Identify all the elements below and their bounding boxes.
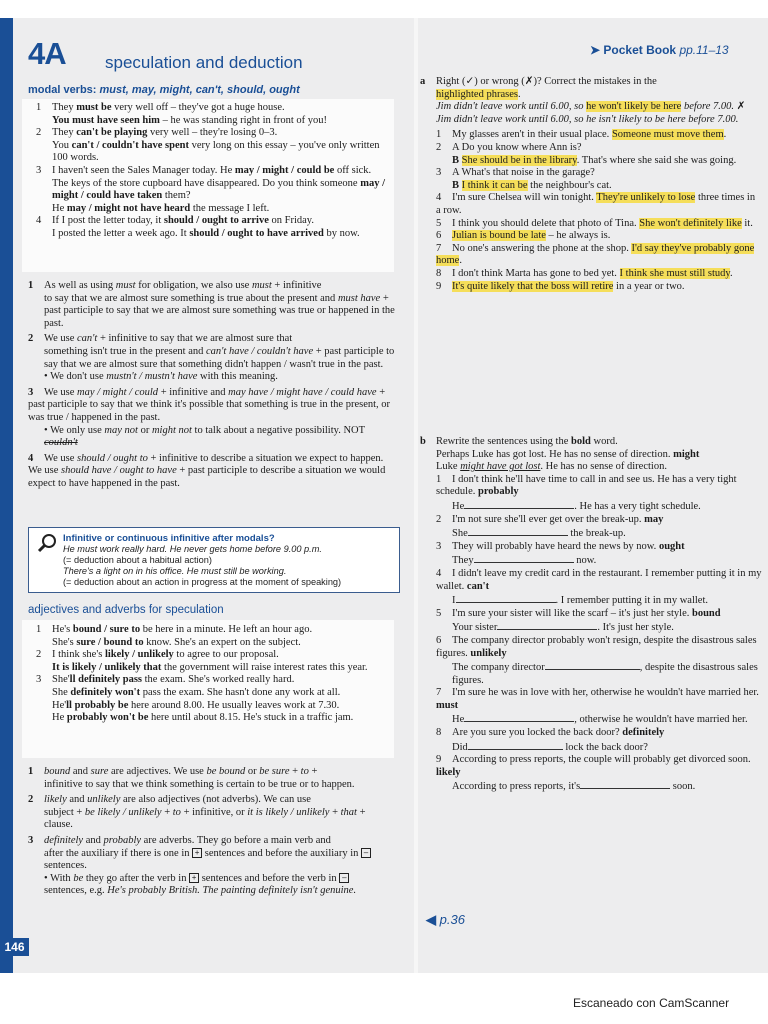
arrow-left-icon: ◀	[426, 912, 436, 927]
back-reference-page: p.36	[439, 912, 465, 927]
modal-examples: 1 They must be very well off – they've got a huge house. You must have seen him – he was standing right in front of you! 2 They can't be playing very well – they're losing 0–3. You can't / couldn't have spent very long on this essay – you've only written 100 words. 3 I haven't seen the Sales Manager today. He may / might / could be off sick. The keys of the store cupboard have disappeared. Do you think someone may / might / could have taken them? He may / might not have heard the message I left. 4 If I post the letter today, it should / ought to arrive on Friday. I posted the letter a week ago. It should / ought to have arrived by now.	[36, 102, 385, 239]
modal-verbs-title	[28, 84, 300, 96]
note-line-1: He must work really hard. He never gets home before 9.00 p.m.	[63, 544, 322, 554]
adjective-examples: 1 He's bound / sure to be here in a minute. He left an hour ago. She's sure / bound to know. She's an expert on the subject. 2 I think she's likely / unlikely to agree to our proposal. It is likely / unlikely that the government will raise interest rates this year. 3 She'll definitely pass the exam. She's worked really hard. She definitely won't pass the exam. She hasn't done any work at all. He'll probably be here around 8.00. He usually leaves work at 7.30. He probably won't be here until about 8.15. He's stuck in a traffic jam.	[36, 624, 368, 724]
arrow-right-icon: ➤	[590, 43, 601, 57]
adjectives-adverbs-title: adjectives and adverbs for speculation	[28, 604, 224, 616]
adjective-rules: 1 bound and sure are adjectives. We use be bound or be sure + to + infinitive to say that we think something is certain to be true or to happen. 2 likely and unlikely are also adjectives (not adverbs). We can use subject + be likely / unlikely + to + infinitive, or it is likely / unlikely + that + clause. 3 definitely and probably are adverbs. They go before a main verb and after the auxiliary if there is one in + sentences and before the auxiliary in – sentences. • With be they go after the verb in + sentences and before the verb in – sentences, e.g. He's probably British. The painting definitely isn't genuine.	[28, 766, 394, 898]
pocket-book-pages: pp.11–13	[679, 43, 729, 57]
page-gutter	[414, 18, 418, 973]
modal-rules: 1 As well as using must for obligation, we also use must + infinitive to say that we are almost sure something is true about the present and must have + past participle to say that we are almost sure something was true or happened in the past. 2 We use can't + infinitive to say that we are almost sure that something isn't true in the present and can't have / couldn't have + past participle to say that we are almost sure that something didn't happen / wasn't true in the past. • We don't use mustn't / mustn't have with this meaning. 3 We use may / might / could + infinitive and may have / might have / could have + past participle to say that we think it's possible that something is true in the present, or was true / happened in the past. • We only use may not or might not to talk about a negative possibility. NOT couldn't 4 We use should / ought to + infinitive to describe a situation we expect to happen. We use should have / ought to have + past participle to describe a situation we would expect to have happened in the past.	[28, 280, 395, 489]
note-line-2: (= deduction about a habitual action)	[63, 555, 212, 565]
modal-title-italic: must, may, might, can't, should, ought	[99, 84, 300, 96]
pocket-book-label: Pocket Book	[603, 43, 677, 57]
page-number: 146	[0, 938, 29, 956]
left-color-strip	[0, 18, 13, 973]
unit-number: 4A	[28, 36, 66, 71]
scanner-footer: Escaneado con CamScanner	[573, 996, 730, 1010]
note-line-3: There's a light on in his office. He must still be working.	[63, 566, 287, 576]
modal-title-plain: modal verbs:	[28, 84, 100, 96]
note-heading: Infinitive or continuous infinitive after modals?	[63, 533, 275, 544]
pocket-book-reference[interactable]	[590, 43, 729, 57]
back-reference[interactable]	[426, 912, 465, 928]
note-line-4: (= deduction about an action in progress at the moment of speaking)	[63, 577, 342, 587]
exercise-a: a Right (✓) or wrong (✗)? Correct the mistakes in the highlighted phrases. Jim didn't leave work until 6.00, so he won't likely be here before 7.00. ✗ Jim didn't leave work until 6.00, so he isn't likely to be here before 7.00. 1 My glasses aren't in their usual place. Someone must move them. 2 A Do you know where Ann is? B She should be in the library. That's where she said she was going. 3 A What's that noise in the garage? B I think it can be the neighbour's cat. 4 I'm sure Chelsea will win tonight. They're unlikely to lose three times in a row. 5 I think you should delete that photo of Tina. She won't definitely like it. 6 Julian is bound be late – he always is. 7 No one's answering the phone at the shop. I'd say they've probably gone home. 8 I don't think Marta has gone to bed yet. I think she must still study. 9 It's quite likely that the boss will retire in a year or two.	[420, 76, 756, 292]
unit-title: speculation and deduction	[105, 53, 303, 72]
magnifier-icon	[37, 533, 57, 553]
exercise-b: b Rewrite the sentences using the bold word. Perhaps Luke has got lost. He has no sense of direction. might Luke might have got lost. He has no sense of direction. 1 I don't think he'll have time to call in and see us. He has a very tight schedule. probably He . He has a very tight schedule. 2 I'm not sure she'll ever get over the break-up. may She the break-up. 3 They will probably have heard the news by now. ought They now. 4 I didn't leave my credit card in the restaurant. I remember putting it in my wallet. can't I . I remember putting it in my wallet. 5 I'm sure your sister will like the scarf – it's just her style. bound Your sister . It's just her style. 6 The company director probably won't resign, despite the disastrous sales figures. unlikely The company director , despite the disastrous sales figures. 7 I'm sure he was in love with her, otherwise he wouldn't have married her. must He , otherwise he wouldn't have married her. 8 Are you sure you locked the back door? definitely Did lock the back door? 9 According to press reports, the couple will probably get divorced soon. likely According to press reports, it's soon.	[420, 436, 762, 793]
note-box	[28, 527, 400, 593]
